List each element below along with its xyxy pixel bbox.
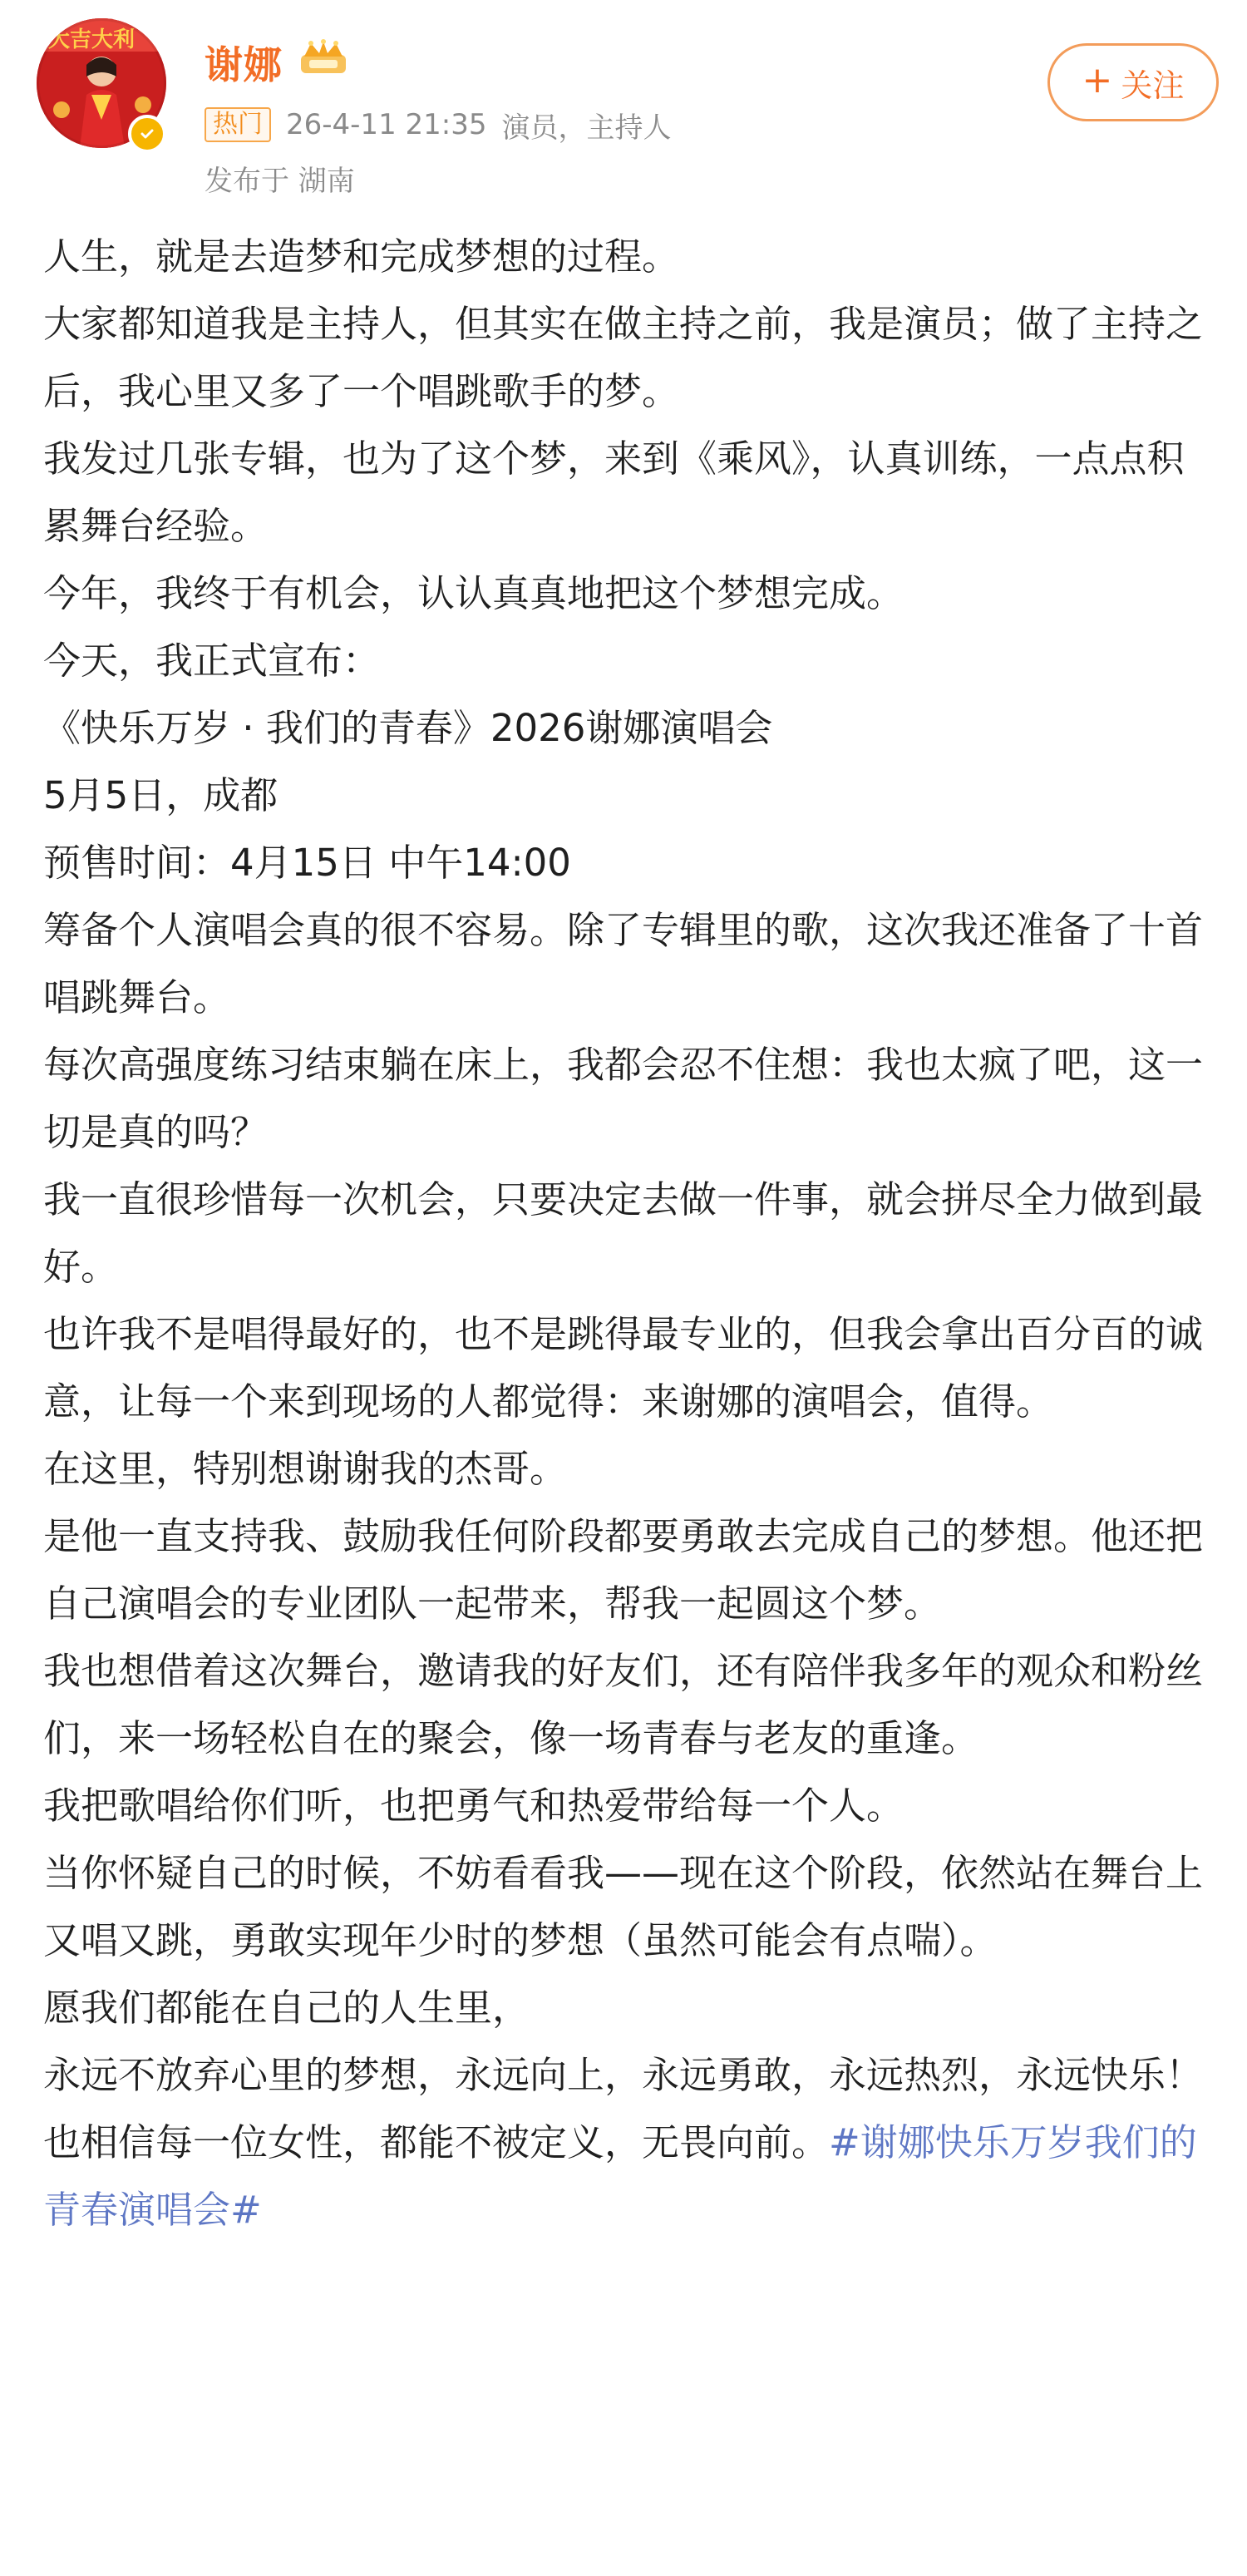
post-content (43, 223, 1215, 2243)
content-paragraph: 5月5日，成都 (43, 773, 278, 817)
bottom-fade (0, 2534, 1247, 2576)
content-paragraph: 《快乐万岁 · 我们的青春》2026谢娜演唱会 (43, 706, 773, 750)
content-paragraph: 预售时间：4月15日 中午14:00 (43, 841, 571, 885)
content-paragraph: 也许我不是唱得最好的，也不是跳得最专业的，但我会拿出百分百的诚意，让每一个来到现场的人都觉得：来谢娜的演唱会，值得。 (43, 1312, 1204, 1424)
follow-button-label: 关注 (1121, 67, 1185, 104)
hot-badge: 热门 (205, 107, 271, 142)
follow-button[interactable] (1047, 43, 1219, 121)
content-paragraph: 是他一直支持我、鼓励我任何阶段都要勇敢去完成自己的梦想。他还把自己演唱会的专业团队一起带来，帮我一起圆这个梦。 (43, 1514, 1204, 1626)
post-header (0, 0, 1247, 208)
content-paragraph: 在这里，特别想谢谢我的杰哥。 (43, 1447, 568, 1491)
content-paragraph: 我一直很珍惜每一次机会，只要决定去做一件事，就会拼尽全力做到最好。 (43, 1177, 1204, 1289)
content-paragraph: 人生，就是去造梦和完成梦想的过程。 (43, 234, 680, 279)
content-paragraph: 永远不放弃心里的梦想，永远向上，永远勇敢，永远热烈，永远快乐！ (43, 2053, 1204, 2097)
post-meta (205, 106, 672, 143)
content-paragraph: 今年，我终于有机会，认认真真地把这个梦想完成。 (43, 571, 904, 615)
content-paragraph: 我发过几张专辑，也为了这个梦，来到《乘风》，认真训练，一点点积累舞台经验。 (43, 437, 1185, 548)
author-name[interactable]: 谢娜 (205, 42, 283, 87)
crown-badge-icon (294, 38, 352, 76)
content-paragraph: 筹备个人演唱会真的很不容易。除了专辑里的歌，这次我还准备了十首唱跳舞台。 (43, 908, 1204, 1019)
post-location: 发布于 湖南 (205, 165, 355, 198)
hashtag-link[interactable]: #谢娜快乐万岁我们的青春演唱会# (43, 2120, 1197, 2232)
content-paragraph: 愿我们都能在自己的人生里， (43, 1986, 530, 2030)
author-description: 演员，主持人 (501, 111, 672, 145)
post-timestamp: 26-4-11 21:35 (286, 108, 487, 141)
last-paragraph-text: 也相信每一位女性，都能不被定义，无畏向前。 (43, 2120, 830, 2164)
content-paragraph-last (43, 2109, 1215, 2243)
verified-badge-icon (128, 115, 166, 153)
content-paragraph: 我也想借着这次舞台，邀请我的好友们，还有陪伴我多年的观众和粉丝们，来一场轻松自在的聚会，像一场青春与老友的重逢。 (43, 1649, 1204, 1760)
content-paragraph: 当你怀疑自己的时候，不妨看看我——现在这个阶段，依然站在舞台上又唱又跳，勇敢实现年少时的梦想（虽然可能会有点喘）。 (43, 1851, 1204, 1962)
svg-text:大吉大利: 大吉大利 (48, 27, 136, 52)
plus-icon: + (1082, 59, 1113, 101)
content-paragraph: 今天，我正式宣布： (43, 639, 381, 683)
content-paragraph: 大家都知道我是主持人，但其实在做主持之前，我是演员；做了主持之后，我心里又多了一个唱跳歌手的梦。 (43, 302, 1204, 413)
content-paragraph: 我把歌唱给你们听，也把勇气和热爱带给每一个人。 (43, 1784, 904, 1828)
content-paragraph: 每次高强度练习结束躺在床上，我都会忍不住想：我也太疯了吧，这一切是真的吗？ (43, 1043, 1204, 1154)
